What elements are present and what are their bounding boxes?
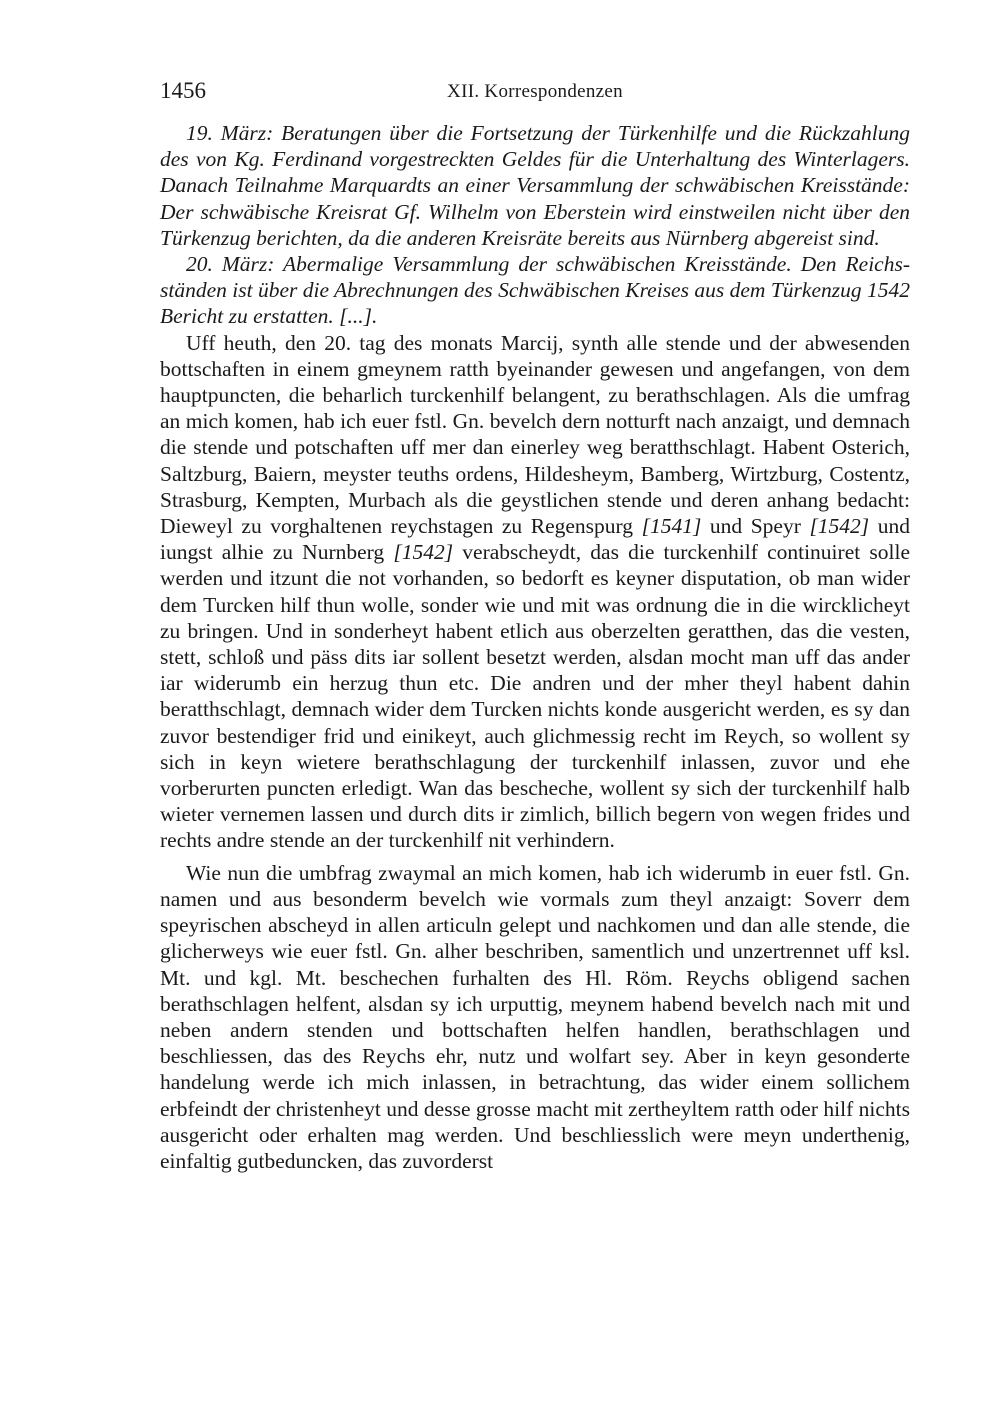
page-number: 1456 (160, 78, 206, 103)
report-text: verabscheydt, das die turckenhilf continuiret solle werden und itzunt die not vorhanden, so bedorft es keyner disputation, ob man wider dem Turcken hilf thun wolle, sonder wie und mit was ordnung die in die wircklicheyt zu bringen. Und in sonderheyt habent etlich aus oberzelten geratthen, das die vesten, stett, schloß und päss dits iar sollent besetzt werden, alsdan mocht man uff das ander iar widerumb ein herzug thun etc. Die andren und der mher theyl habent dahin beratthschlagt, demnach wider dem Turcken nichts konde ausgericht werden, es sy dan zuvor bestendiger frid und einikeyt, auch glichmessig recht im Reych, so wollent sy sich in keyn wietere berathschlagung der turckenhilf inlassen, zuvor und ehe vorberurten puncten erledigt. Wan das bescheche, wollent sy sich der turckenhilf halb wieter vernemen lassen und durch dits ir zimlich, billich begern von wegen frides und rechts andre stende an der turckenhilf nit verhindern. (160, 540, 910, 853)
summary-paragraph-march-20: 20. März: Abermalige Versammlung der schwäbischen Kreisstände. Den Reichsständen ist über die Abrechnungen des Schwäbischen Kreises aus dem Türkenzug 1542 Bericht zu erstatten. [...]. (160, 252, 910, 329)
editorial-date-note: [1541] (641, 514, 702, 539)
editorial-date-note: [1542] (809, 514, 870, 539)
running-title: XII. Korrespondenzen (447, 81, 623, 102)
report-text: und Speyr (701, 514, 810, 539)
document-page (160, 78, 910, 1173)
report-text: und iungst alhie zu Nurnberg (160, 514, 910, 565)
editorial-date-note: [1542] (393, 540, 454, 565)
page-body (160, 120, 910, 1174)
report-paragraph-1 (160, 330, 910, 854)
report-text: Uff heuth, den 20. tag des monats Marcij, synth alle stende und der abwesenden bottschaften in einem gmeynem ratth byeinander gewesen und angefangen, von dem hauptpuncten, die beharlich turckenhilf belangent, zu berathschlagen. Als die umfrag an mich komen, hab ich euer fstl. Gn. bevelch dern notturft nach anzaigt, und demnach die stende und potschaften uff mer dan einerley weg beratthschlagt. Habent Osterich, Saltzburg, Baiern, meyster teuths ordens, Hildesheym, Bamberg, Wirtzburg, Costentz, Strasburg, Kempten, Murbach als die geystlichen stende und deren anhang bedacht: Dieweyl zu vorghaltenen reychstagen zu Regenspurg (160, 330, 910, 539)
report-paragraph-2: Wie nun die umbfrag zwaymal an mich komen, hab ich widerumb in euer fstl. Gn. namen und aus besonderm bevelch wie vormals zum theyl anzaigt: Soverr dem speyrischen abscheyd in allen articuln gelept und nachkomen und dan alle stende, die glicherweys wie euer fstl. Gn. alher beschriben, samentlich und unzertrennet uff ksl. Mt. und kgl. Mt. beschechen furhalten des Hl. Röm. Reychs obligend sachen berathschlagen helfent, alsdan sy ich urputtig, meynem habend bevelch nach mit und neben andern stenden und bottschaften helfen handlen, berathschlagen und beschliessen, das des Reychs ehr, nutz und wolfart sey. Aber in keyn gesonderte handelung werde ich mich inlassen, in betrachtung, das wider einem sollichem erbfeindt der christenheyt und desse grosse macht mit zertheyltem ratth oder hilf nichts ausgericht oder erhalten mag werden. Und beschliesslich were meyn underthenig, einfaltig gutbeduncken, das zuvorderst (160, 860, 910, 1173)
page-header (160, 78, 910, 110)
summary-paragraph-march-19: 19. März: Beratungen über die Fortsetzung der Türkenhilfe und die Rückzahlung des von Kg. Ferdinand vorgestreckten Geldes für die Unterhaltung des Winterlagers. Danach Teilnahme Marquardts an einer Versammlung der schwäbischen Kreisstände: Der schwäbische Kreisrat Gf. Wilhelm von Eberstein wird einstweilen nicht über den Türkenzug berichten, da die anderen Kreisräte bereits aus Nürnberg abgereist sind. (160, 121, 910, 250)
